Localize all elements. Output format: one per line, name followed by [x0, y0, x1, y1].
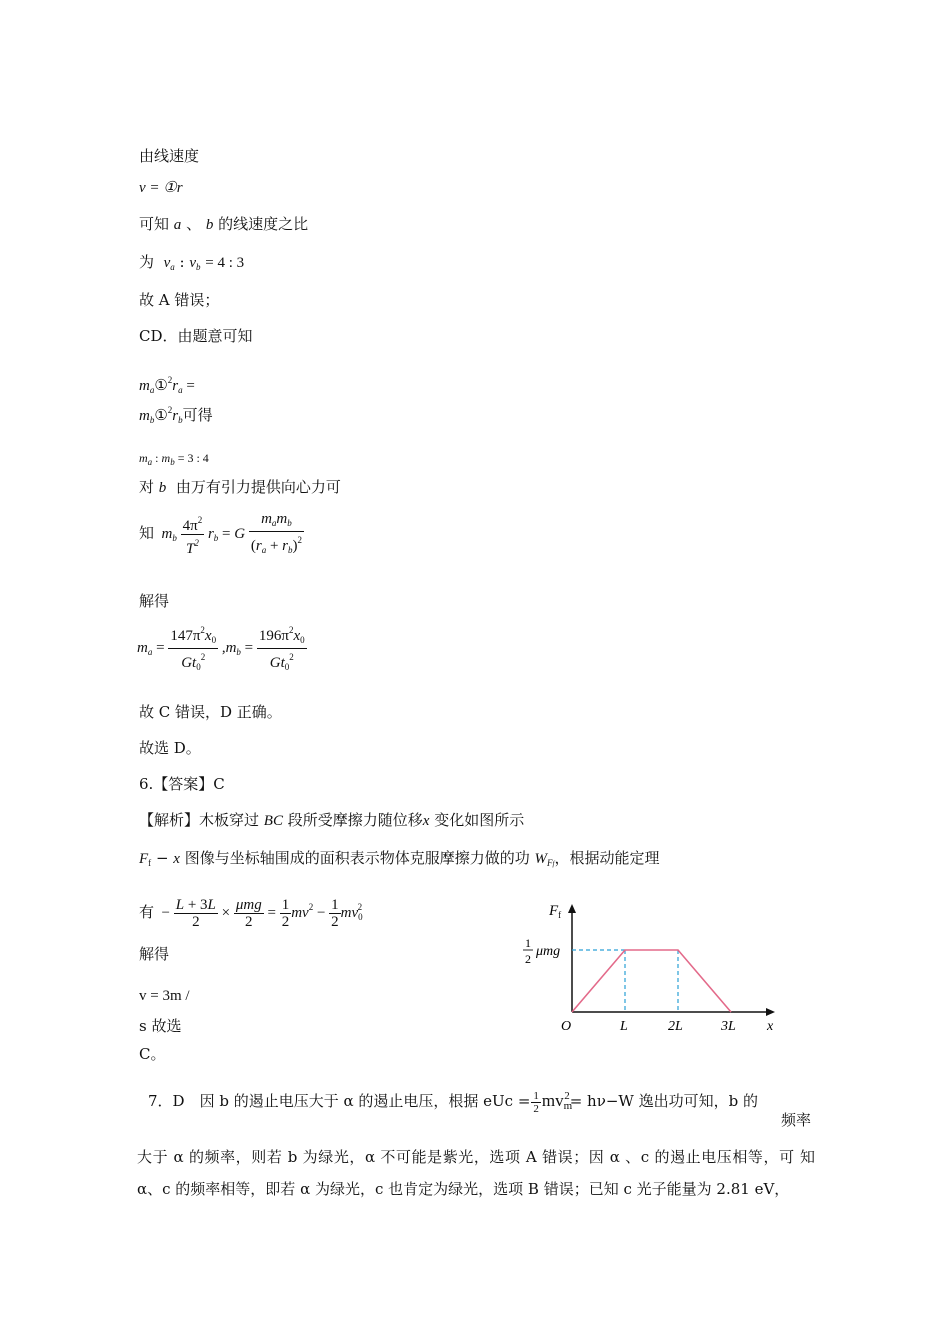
formula-mb-omega-rb: $m_b①^2r_b$可得	[139, 405, 213, 425]
question-7-paragraph: 大于 α 的频率，则若 b 为绿光，α 不可能是紫光，选项 A 错误；因 α 、c 的遏止电压相等，可 知 α、c 的频率相等，即若 α 为绿光，c 也肯定为绿光，选项 B 错误；已知 c 光子能量为 2.81 eV，	[137, 1148, 815, 1198]
x-axis-arrow	[766, 1008, 775, 1016]
friction-displacement-graph	[515, 895, 785, 1040]
formula-gravitation: 知 $m_b$ $\frac{4\pi^2}{T^2}$ $r_b = G$ $\frac{m_am_b}{(r_a + r_b)^2}$	[139, 511, 302, 558]
y-tick-denominator: 2	[525, 952, 531, 966]
text-line: s 故选	[139, 1017, 182, 1035]
x-axis-label: x	[767, 1019, 774, 1034]
text-line: C。	[139, 1045, 166, 1063]
text-line: 故 A 错误；	[139, 291, 220, 309]
formula-mass-ratio: $m_a$ : $m_b = 3$ : 4	[139, 451, 209, 467]
formula-v-omega-r: v = ①r	[139, 180, 183, 196]
text-line: 对 b 由万有引力提供向心力可	[139, 478, 341, 496]
text-line: 故 C 错误，D 正确。	[139, 703, 282, 721]
y-axis-label: $F_f$	[549, 903, 562, 920]
y-tick-suffix: μmg	[536, 944, 561, 959]
formula-velocity-ratio: 为 $v_a$ : $v_b = 4$ : 3	[139, 253, 245, 272]
text-line: 频率	[781, 1111, 812, 1129]
question-7-line: 7．D 因 b 的遏止电压大于 α 的遏止电压，根据 eUc = $\frac{1}{2}$ $mv_m^2= h\nu-W$ 逸出功可知，b 的	[148, 1089, 758, 1115]
x-tick-3L: 3L	[721, 1019, 736, 1034]
text-line: 故选 D。	[139, 739, 201, 757]
question-6-answer: 6.【答案】C	[139, 775, 225, 793]
formula-masses-result: $m_a$ = $\frac{147\pi^2x_0}{Gt_0^2}$ $,m_b$ = $\frac{196\pi^2x_0}{Gt_0^2}$	[137, 622, 307, 677]
formula-work-energy: 有 − $\frac{L + 3L}{2}$ × $\frac{\text{μmg}}{2}$ = $\frac{1}{2}$ $mv^2$ − $\frac{1}{2}$ $mv_0^2$	[139, 897, 363, 931]
text-line: 可知 a 、 b 的线速度之比	[139, 215, 309, 233]
x-tick-2L: 2L	[668, 1019, 683, 1034]
text-line: 解得	[139, 592, 170, 610]
friction-curve	[572, 950, 731, 1012]
origin-label: O	[561, 1019, 572, 1034]
y-tick-numerator: 1	[525, 936, 531, 950]
text-line: CD．由题意可知	[139, 327, 253, 345]
text-line: 【解析】木板穿过 BC 段所受摩擦力随位移x 变化如图所示	[139, 811, 525, 829]
formula-ma-omega-ra: $m_a①^2r_a$ =	[139, 375, 195, 395]
text-line: $F_f - x$ 图像与坐标轴围成的面积表示物体克服摩擦力做的功 $W_{Ff}$，根据动能定理	[139, 849, 660, 868]
text-line: 由线速度	[139, 147, 200, 165]
y-axis-arrow	[568, 904, 576, 913]
x-tick-L: L	[620, 1019, 628, 1034]
text-line: v = 3m /	[139, 988, 190, 1004]
text-line: 解得	[139, 945, 170, 963]
